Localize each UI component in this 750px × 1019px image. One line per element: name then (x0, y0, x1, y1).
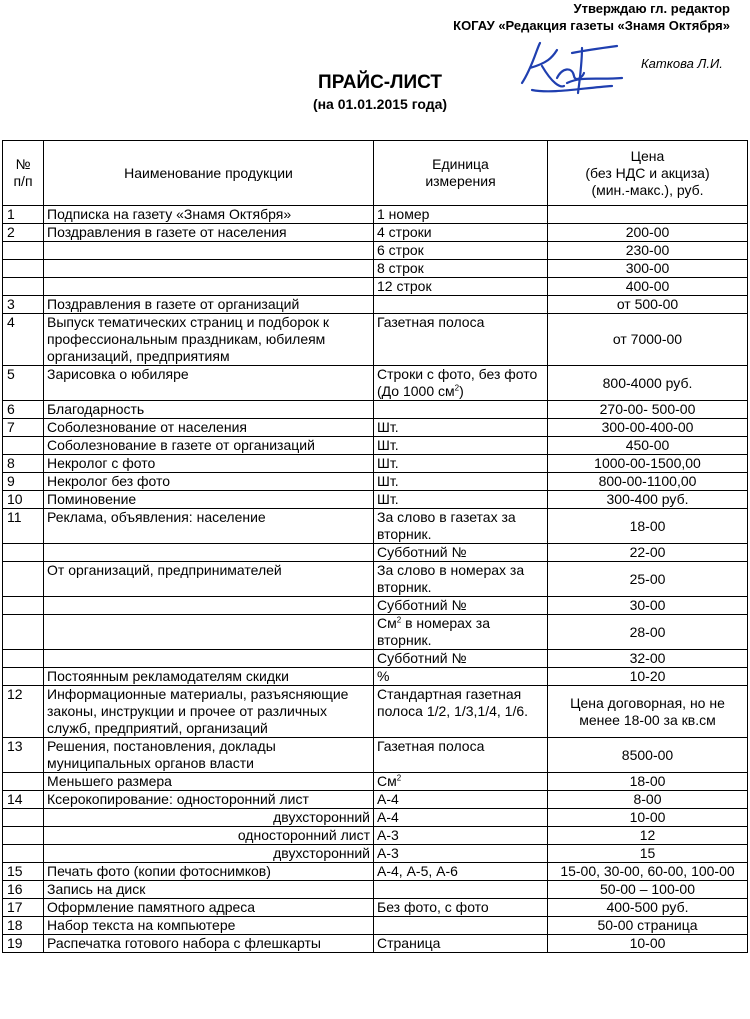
row-number (3, 827, 44, 845)
unit-of-measure: Шт. (374, 491, 548, 509)
product-name: Постоянным рекламодателям скидки (44, 668, 374, 686)
table-row (3, 650, 748, 668)
unit-of-measure: Субботний № (374, 597, 548, 615)
product-name: Меньшего размера (44, 773, 374, 791)
unit-of-measure: 8 строк (374, 260, 548, 278)
unit-superscript: 2 (396, 773, 402, 783)
product-name: Некролог с фото (44, 455, 374, 473)
product-name (44, 278, 374, 296)
price-value: 10-00 (548, 935, 748, 953)
product-name: Соболезнование в газете от организаций (44, 437, 374, 455)
row-number: 19 (3, 935, 44, 953)
price-value: Цена договорная, но не менее 18-00 за кв.см (548, 686, 748, 738)
row-number: 15 (3, 863, 44, 881)
price-value: 18-00 (548, 773, 748, 791)
unit-superscript: 2 (454, 383, 460, 393)
approval-block (453, 0, 730, 34)
approval-line-2: КОГАУ «Редакция газеты «Знамя Октября» (453, 18, 730, 33)
price-value: от 500-00 (548, 296, 748, 314)
unit-of-measure: За слово в номерах за вторник. (374, 562, 548, 597)
unit-of-measure: Стандартная газетная полоса 1/2, 1/3,1/4, 1/6. (374, 686, 548, 738)
row-number: 8 (3, 455, 44, 473)
price-value: 800-00-1100,00 (548, 473, 748, 491)
table-row (3, 668, 748, 686)
price-value: 30-00 (548, 597, 748, 615)
price-value (548, 206, 748, 224)
header-price (548, 141, 748, 206)
unit-of-measure: % (374, 668, 548, 686)
unit-of-measure: 1 номер (374, 206, 548, 224)
row-number (3, 615, 44, 650)
price-value: 15-00, 30-00, 60-00, 100-00 (548, 863, 748, 881)
table-row (3, 562, 748, 597)
price-value: 22-00 (548, 544, 748, 562)
product-name (44, 650, 374, 668)
unit-of-measure: 4 строки (374, 224, 548, 242)
product-name: Благодарность (44, 401, 374, 419)
table-row (3, 773, 748, 791)
table-row (3, 419, 748, 437)
table-row (3, 242, 748, 260)
row-number: 6 (3, 401, 44, 419)
unit-of-measure: А-4 (374, 791, 548, 809)
unit-of-measure: Газетная полоса (374, 314, 548, 366)
price-table (2, 140, 748, 953)
unit-of-measure (374, 881, 548, 899)
unit-of-measure: Субботний № (374, 544, 548, 562)
unit-of-measure: Субботний № (374, 650, 548, 668)
table-row (3, 401, 748, 419)
header-num-line-2: п/п (13, 173, 33, 189)
product-name: Оформление памятного адреса (44, 899, 374, 917)
product-name (44, 544, 374, 562)
price-value: 230-00 (548, 242, 748, 260)
product-name: Печать фото (копии фотоснимков) (44, 863, 374, 881)
table-row (3, 935, 748, 953)
price-value: 8-00 (548, 791, 748, 809)
signer-name: Каткова Л.И. (641, 56, 723, 71)
unit-of-measure (374, 366, 548, 401)
table-row (3, 809, 748, 827)
product-name (44, 242, 374, 260)
table-body (3, 206, 748, 953)
header-unit-line-1: Единица (432, 156, 489, 172)
table-row (3, 278, 748, 296)
unit-of-measure: Шт. (374, 455, 548, 473)
product-name: Информационные материалы, разъясняющие законы, инструкции и прочее от различных служб, предприятий, организаций (44, 686, 374, 738)
unit-text-after: в номерах за вторник. (377, 615, 491, 648)
table-row (3, 863, 748, 881)
row-number: 9 (3, 473, 44, 491)
price-value: 50-00 – 100-00 (548, 881, 748, 899)
unit-of-measure: Газетная полоса (374, 738, 548, 773)
document-subtitle: (на 01.01.2015 года) (312, 96, 448, 112)
row-number: 4 (3, 314, 44, 366)
unit-superscript: 2 (396, 615, 402, 625)
price-value: 400-500 руб. (548, 899, 748, 917)
price-value: 400-00 (548, 278, 748, 296)
unit-of-measure: А-3 (374, 827, 548, 845)
table-row (3, 791, 748, 809)
product-name: двухсторонний (44, 809, 374, 827)
row-number (3, 260, 44, 278)
row-number (3, 597, 44, 615)
row-number: 18 (3, 917, 44, 935)
product-name: Ксерокопирование: односторонний лист (44, 791, 374, 809)
product-name (44, 615, 374, 650)
product-name: Поминовение (44, 491, 374, 509)
header-price-line-1: Цена (630, 147, 665, 164)
unit-of-measure: Шт. (374, 437, 548, 455)
row-number: 14 (3, 791, 44, 809)
unit-text-after: ) (459, 383, 464, 399)
price-value: 28-00 (548, 615, 748, 650)
row-number (3, 278, 44, 296)
price-value: 25-00 (548, 562, 748, 597)
table-row (3, 366, 748, 401)
unit-of-measure: 12 строк (374, 278, 548, 296)
price-value: 18-00 (548, 509, 748, 544)
price-value: 10-00 (548, 809, 748, 827)
header-num (3, 141, 44, 206)
unit-text: См (377, 773, 397, 789)
table-row (3, 845, 748, 863)
table-row (3, 615, 748, 650)
unit-text: См (377, 615, 397, 631)
row-number: 7 (3, 419, 44, 437)
price-value: 15 (548, 845, 748, 863)
price-value: 800-4000 руб. (548, 366, 748, 401)
product-name: Выпуск тематических страниц и подборок к профессиональным праздникам, юбилеям организаций, предприятиям (44, 314, 374, 366)
price-value: 8500-00 (548, 738, 748, 773)
unit-of-measure (374, 615, 548, 650)
row-number (3, 668, 44, 686)
unit-text: Строки с фото, без фото (До 1000 см (377, 366, 538, 399)
product-name: Распечатка готового набора с флешкарты (44, 935, 374, 953)
row-number: 12 (3, 686, 44, 738)
row-number (3, 562, 44, 597)
unit-of-measure (374, 296, 548, 314)
row-number (3, 242, 44, 260)
product-name: Поздравления в газете от населения (44, 224, 374, 242)
row-number (3, 845, 44, 863)
table-row (3, 597, 748, 615)
table-row (3, 491, 748, 509)
product-name (44, 597, 374, 615)
product-name: Зарисовка о юбиляре (44, 366, 374, 401)
price-value: 300-00 (548, 260, 748, 278)
table-row (3, 881, 748, 899)
product-name: односторонний лист (44, 827, 374, 845)
row-number (3, 773, 44, 791)
price-value: от 7000-00 (548, 314, 748, 366)
product-name: Подписка на газету «Знамя Октября» (44, 206, 374, 224)
price-value: 300-00-400-00 (548, 419, 748, 437)
product-name: Некролог без фото (44, 473, 374, 491)
document-title: ПРАЙС-ЛИСТ (318, 72, 442, 93)
unit-of-measure (374, 401, 548, 419)
row-number: 16 (3, 881, 44, 899)
row-number: 10 (3, 491, 44, 509)
product-name: От организаций, предпринимателей (44, 562, 374, 597)
row-number (3, 650, 44, 668)
header-price-line-3: (мин.-макс.), руб. (591, 181, 704, 198)
table-row (3, 224, 748, 242)
price-value: 200-00 (548, 224, 748, 242)
unit-of-measure: Шт. (374, 473, 548, 491)
table-row (3, 296, 748, 314)
unit-of-measure: А-4 (374, 809, 548, 827)
product-name: Набор текста на компьютере (44, 917, 374, 935)
row-number: 13 (3, 738, 44, 773)
row-number (3, 437, 44, 455)
table-row (3, 314, 748, 366)
header-num-line-1: № (15, 156, 31, 172)
unit-of-measure: За слово в газетах за вторник. (374, 509, 548, 544)
table-row (3, 473, 748, 491)
unit-of-measure: Без фото, с фото (374, 899, 548, 917)
unit-of-measure: Шт. (374, 419, 548, 437)
row-number: 11 (3, 509, 44, 544)
table-row (3, 738, 748, 773)
price-value: 270-00- 500-00 (548, 401, 748, 419)
product-name (44, 260, 374, 278)
price-value: 32-00 (548, 650, 748, 668)
product-name: двухсторонний (44, 845, 374, 863)
table-header-row (3, 141, 748, 206)
table-row (3, 509, 748, 544)
table-row (3, 206, 748, 224)
unit-of-measure (374, 917, 548, 935)
price-value: 10-20 (548, 668, 748, 686)
row-number: 2 (3, 224, 44, 242)
product-name: Запись на диск (44, 881, 374, 899)
row-number: 17 (3, 899, 44, 917)
table-row (3, 455, 748, 473)
product-name: Реклама, объявления: население (44, 509, 374, 544)
header-name: Наименование продукции (44, 141, 374, 206)
product-name: Соболезнование от населения (44, 419, 374, 437)
row-number: 1 (3, 206, 44, 224)
table-row (3, 544, 748, 562)
row-number: 3 (3, 296, 44, 314)
product-name: Решения, постановления, доклады муниципальных органов власти (44, 738, 374, 773)
unit-of-measure: А-4, А-5, А-6 (374, 863, 548, 881)
table-row (3, 437, 748, 455)
header-unit-line-2: измерения (425, 173, 496, 189)
header-price-line-2: (без НДС и акциза) (585, 164, 710, 181)
table-row (3, 260, 748, 278)
unit-of-measure: А-3 (374, 845, 548, 863)
price-value: 300-400 руб. (548, 491, 748, 509)
product-name: Поздравления в газете от организаций (44, 296, 374, 314)
price-value: 12 (548, 827, 748, 845)
unit-of-measure (374, 773, 548, 791)
price-value: 450-00 (548, 437, 748, 455)
table-row (3, 917, 748, 935)
row-number (3, 809, 44, 827)
header-unit (374, 141, 548, 206)
table-row (3, 899, 748, 917)
price-value: 50-00 страница (548, 917, 748, 935)
price-value: 1000-00-1500,00 (548, 455, 748, 473)
unit-of-measure: Страница (374, 935, 548, 953)
table-row (3, 827, 748, 845)
table-row (3, 686, 748, 738)
row-number: 5 (3, 366, 44, 401)
unit-of-measure: 6 строк (374, 242, 548, 260)
approval-line-1: Утверждаю гл. редактор (573, 1, 730, 16)
row-number (3, 544, 44, 562)
